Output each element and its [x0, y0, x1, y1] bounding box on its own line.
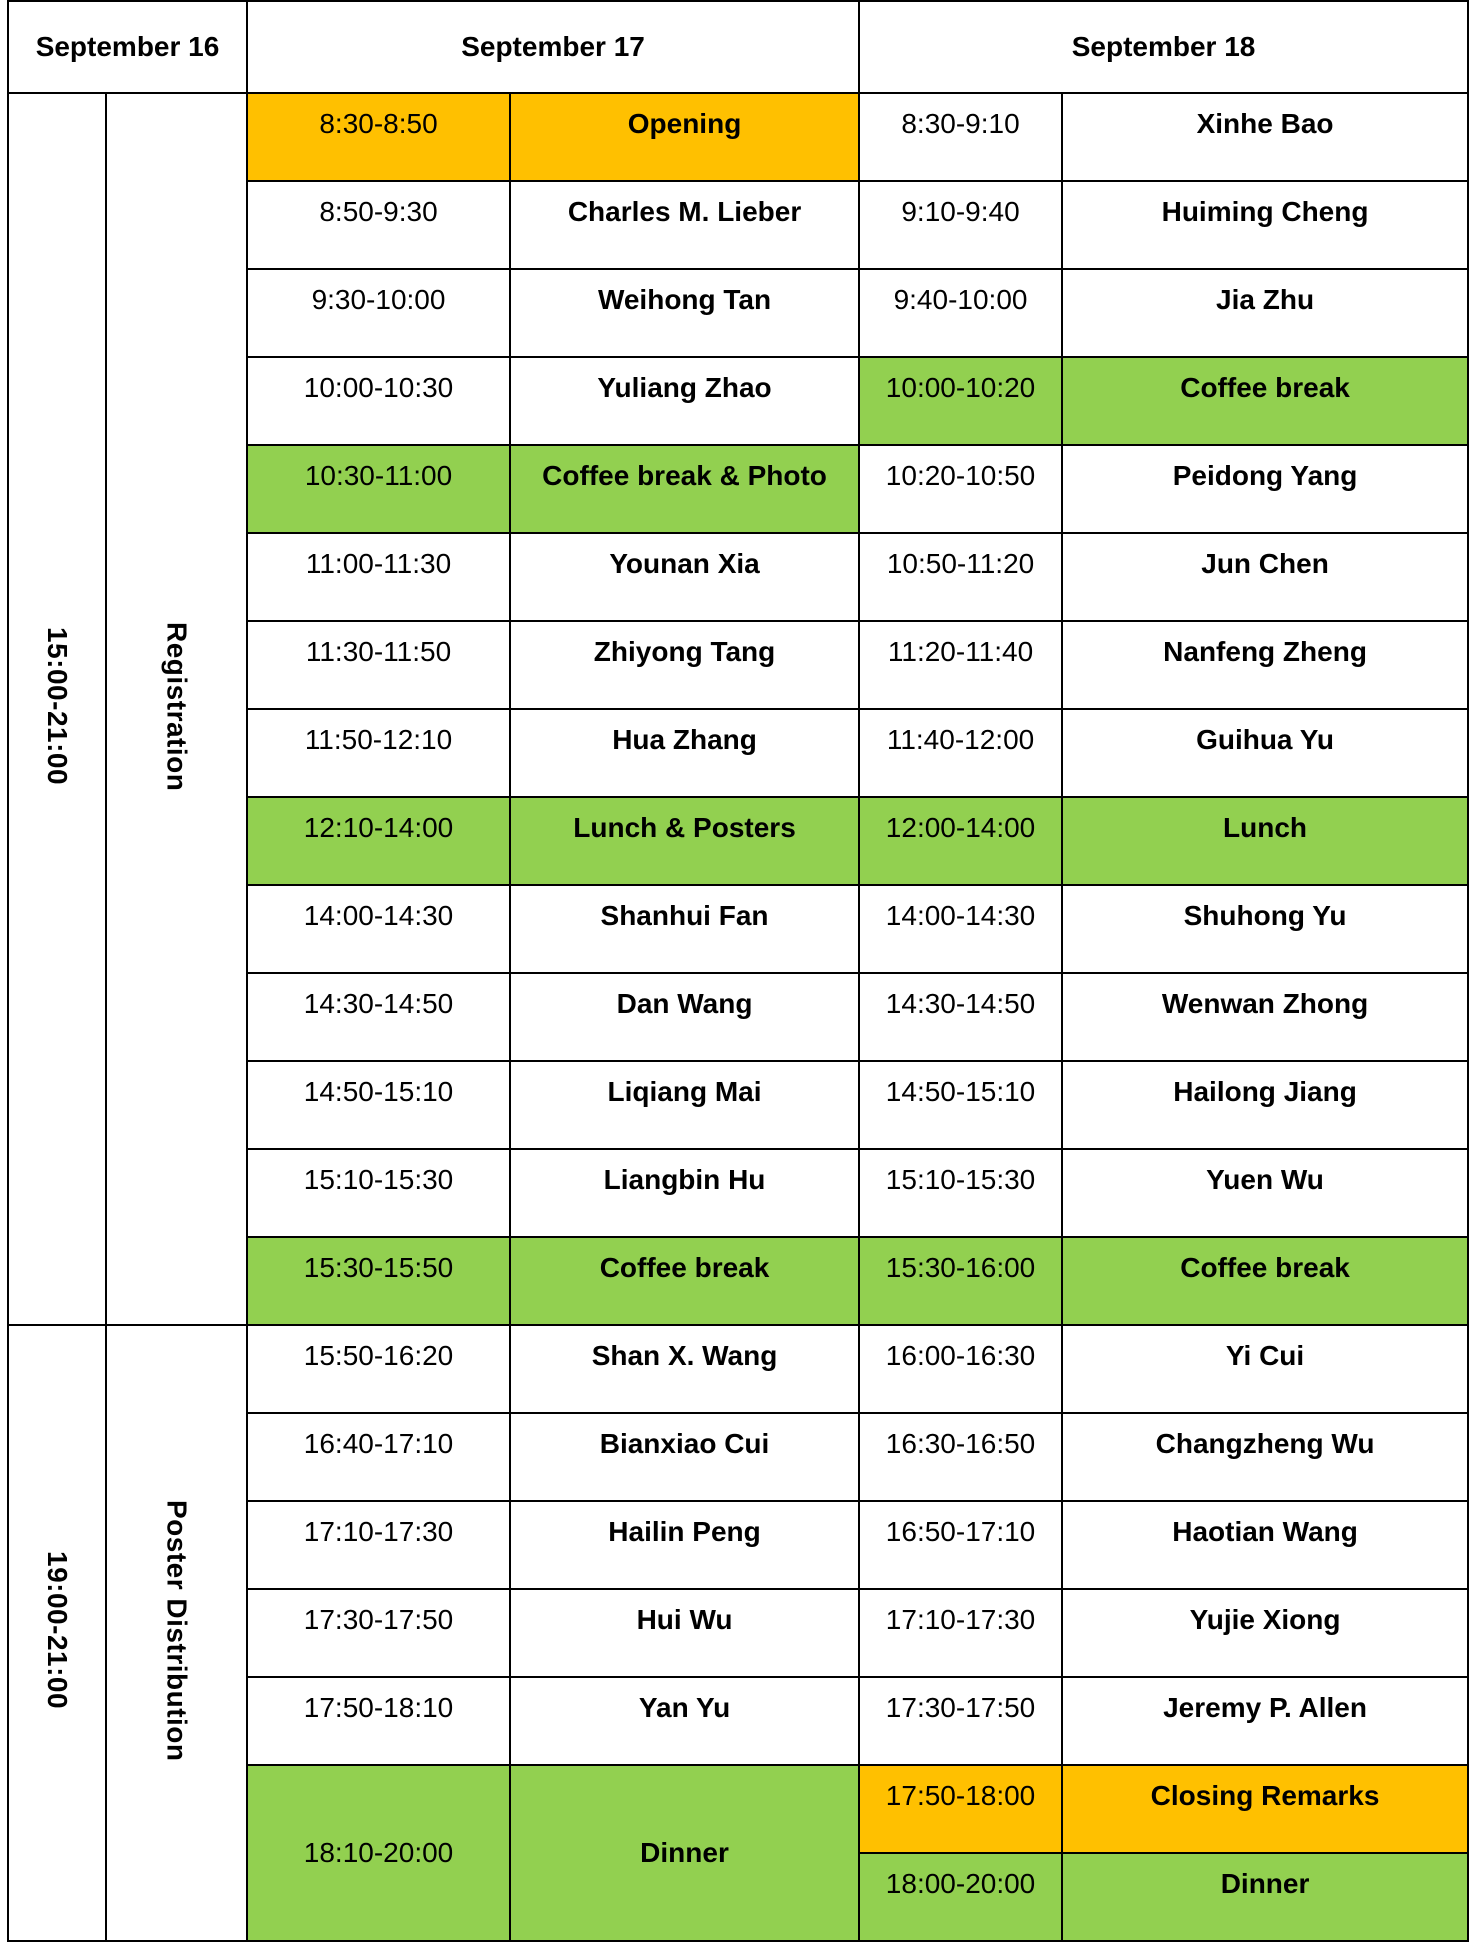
sep17-time-text: 14:50-15:10 [303, 1076, 454, 1107]
sep17-session [510, 885, 859, 973]
sep17-time [247, 445, 510, 533]
sep17-time [247, 885, 510, 973]
sep17-time-text: 14:00-14:30 [303, 900, 454, 931]
sep18-session-text: Coffee break [1180, 372, 1350, 403]
sep17-session-text: Yan Yu [638, 1692, 731, 1723]
header-september-18: September 18 [859, 1, 1468, 93]
header-september-17: September 17 [247, 1, 859, 93]
sep18-session-text: Closing Remarks [1150, 1780, 1380, 1811]
sep17-session [510, 533, 859, 621]
sep18-time-text: 14:50-15:10 [885, 1076, 1036, 1107]
sep18-time-text: 10:00-10:20 [885, 372, 1036, 403]
sep18-session-text: Jeremy P. Allen [1163, 1692, 1367, 1723]
day1-block2-label-cell [106, 1325, 247, 1941]
sep17-session-text: Hailin Peng [608, 1516, 761, 1547]
sep17-time [247, 1589, 510, 1677]
sep17-session-text: Weihong Tan [597, 284, 772, 315]
day1-block1-time: 15:00-21:00 [42, 627, 73, 786]
sep18-session-text: Coffee break [1180, 1252, 1350, 1283]
sep18-session [1062, 1413, 1468, 1501]
sep17-session-text: Opening [627, 108, 742, 139]
sep17-session [510, 445, 859, 533]
day1-block2-label: Poster Distribution [161, 1499, 193, 1762]
sep18-session [1062, 1325, 1468, 1413]
sep17-session-text: Hua Zhang [612, 724, 757, 755]
sep18-session-text: Shuhong Yu [1183, 900, 1347, 931]
sep18-time-text: 18:00-20:00 [885, 1868, 1036, 1899]
sep17-session [510, 973, 859, 1061]
sep18-session-text: Yuen Wu [1206, 1164, 1324, 1195]
sep17-time-text: 12:10-14:00 [303, 812, 454, 843]
sep18-session-text: Jun Chen [1201, 548, 1329, 579]
schedule-row [8, 1325, 1468, 1413]
sep18-time-text: 16:00-16:30 [885, 1340, 1036, 1371]
sep18-time-text: 8:30-9:10 [901, 108, 1020, 139]
sep17-session [510, 93, 859, 181]
sep18-session-text: Haotian Wang [1172, 1516, 1358, 1547]
sep18-session-text: Yi Cui [1225, 1340, 1305, 1371]
sep18-session-text: Changzheng Wu [1155, 1428, 1375, 1459]
sep17-session-text: Yuliang Zhao [597, 372, 772, 403]
sep18-session [1062, 1061, 1468, 1149]
sep18-time [859, 797, 1062, 885]
sep17-time [247, 269, 510, 357]
sep17-session [510, 709, 859, 797]
sep17-time [247, 1765, 510, 1941]
header-september-16: September 16 [8, 1, 247, 93]
sep18-session [1062, 1501, 1468, 1589]
sep17-time-text: 15:10-15:30 [303, 1164, 454, 1195]
sep18-time [859, 93, 1062, 181]
sep17-session-text: Zhiyong Tang [593, 636, 776, 667]
day1-block1-label-cell [106, 93, 247, 1325]
sep18-time-text: 17:30-17:50 [885, 1692, 1036, 1723]
sep18-time-text: 14:30-14:50 [885, 988, 1036, 1019]
sep17-time [247, 1237, 510, 1325]
sep18-time [859, 1853, 1062, 1941]
sep18-time-text: 9:10-9:40 [901, 196, 1020, 227]
sep18-time [859, 1501, 1062, 1589]
sep18-session-text: Yujie Xiong [1189, 1604, 1341, 1635]
sep17-session-text: Liangbin Hu [603, 1164, 766, 1195]
sep18-session-text: Dinner [1220, 1868, 1310, 1899]
sep18-time [859, 973, 1062, 1061]
sep18-time [859, 269, 1062, 357]
sep18-session-text: Hailong Jiang [1173, 1076, 1357, 1107]
sep18-session [1062, 709, 1468, 797]
sep18-session [1062, 269, 1468, 357]
sep18-time [859, 709, 1062, 797]
sep17-session [510, 1325, 859, 1413]
sep18-time [859, 1061, 1062, 1149]
sep17-session-text: Coffee break [599, 1252, 770, 1283]
sep18-time [859, 1677, 1062, 1765]
sep17-time-text: 16:40-17:10 [303, 1428, 454, 1459]
sep17-time-text: 17:10-17:30 [303, 1516, 454, 1547]
sep18-time-text: 10:20-10:50 [885, 460, 1036, 491]
sep17-session [510, 1413, 859, 1501]
header-row [8, 1, 1468, 93]
sep17-session [510, 357, 859, 445]
sep18-session-text: Lunch [1223, 812, 1308, 843]
sep17-session [510, 1237, 859, 1325]
day1-block2-time: 19:00-21:00 [42, 1551, 73, 1710]
sep18-session-text: Jia Zhu [1216, 284, 1315, 315]
sep17-session [510, 1061, 859, 1149]
sep18-time [859, 1325, 1062, 1413]
sep18-time [859, 533, 1062, 621]
sep18-time-text: 14:00-14:30 [885, 900, 1036, 931]
sep18-session-text: Huiming Cheng [1161, 196, 1369, 227]
sep17-time [247, 1501, 510, 1589]
sep18-session [1062, 1589, 1468, 1677]
sep17-time [247, 533, 510, 621]
sep17-time [247, 1149, 510, 1237]
sep17-time [247, 1325, 510, 1413]
sep17-time-text: 11:00-11:30 [305, 548, 452, 579]
sep17-session [510, 1501, 859, 1589]
sep17-session [510, 269, 859, 357]
sep18-time [859, 357, 1062, 445]
sep18-session [1062, 1853, 1468, 1941]
sep18-time [859, 1237, 1062, 1325]
day1-block1-time-cell [8, 93, 106, 1325]
sep18-session [1062, 533, 1468, 621]
sep17-time [247, 1413, 510, 1501]
sep17-session-text: Hui Wu [636, 1604, 733, 1635]
sep18-time [859, 1149, 1062, 1237]
sep18-time [859, 1765, 1062, 1853]
sep17-time-text: 15:30-15:50 [303, 1252, 454, 1283]
sep18-session-text: Wenwan Zhong [1161, 988, 1369, 1019]
sep18-time-text: 11:40-12:00 [886, 724, 1035, 755]
sep17-session-text: Charles M. Lieber [567, 196, 802, 227]
sep17-session-text: Coffee break & Photo [542, 460, 827, 491]
sep18-time-text: 16:50-17:10 [885, 1516, 1036, 1547]
sep17-time [247, 797, 510, 885]
sep17-time-text: 15:50-16:20 [303, 1340, 454, 1371]
sep18-session-text: Xinhe Bao [1196, 108, 1334, 139]
sep17-session-text: Lunch & Posters [573, 812, 796, 843]
sep17-time [247, 93, 510, 181]
sep18-time-text: 15:10-15:30 [885, 1164, 1036, 1195]
sep18-session [1062, 621, 1468, 709]
sep17-session [510, 1589, 859, 1677]
sep17-session [510, 1765, 859, 1941]
sep17-time [247, 357, 510, 445]
sep18-time-text: 11:20-11:40 [887, 636, 1034, 667]
sep17-time [247, 973, 510, 1061]
sep18-session [1062, 1237, 1468, 1325]
sep18-time-text: 9:40-10:00 [893, 284, 1028, 315]
sep18-time [859, 1589, 1062, 1677]
sep18-time [859, 885, 1062, 973]
sep17-time-text: 8:50-9:30 [319, 196, 438, 227]
sep17-session [510, 797, 859, 885]
sep17-time-text: 18:10-20:00 [303, 1837, 454, 1868]
sep17-session-text: Liqiang Mai [607, 1076, 762, 1107]
sep18-session [1062, 885, 1468, 973]
sep17-session-text: Shanhui Fan [600, 900, 769, 931]
sep17-time [247, 1677, 510, 1765]
sep17-session-text: Younan Xia [609, 548, 760, 579]
sep18-time-text: 15:30-16:00 [885, 1252, 1036, 1283]
day1-block2-time-cell [8, 1325, 106, 1941]
sep18-time-text: 10:50-11:20 [886, 548, 1035, 579]
sep18-time [859, 181, 1062, 269]
sep18-time-text: 16:30-16:50 [885, 1428, 1036, 1459]
sep18-time [859, 1413, 1062, 1501]
day1-block1-label: Registration [161, 621, 193, 792]
sep17-session [510, 1677, 859, 1765]
sep17-time-text: 10:00-10:30 [303, 372, 454, 403]
sep18-session [1062, 445, 1468, 533]
sep17-session [510, 181, 859, 269]
sep17-time [247, 709, 510, 797]
sep17-time-text: 17:30-17:50 [303, 1604, 454, 1635]
sep17-session [510, 1149, 859, 1237]
sep18-session [1062, 973, 1468, 1061]
sep17-session-text: Dan Wang [616, 988, 753, 1019]
sep18-session [1062, 93, 1468, 181]
sep17-time-text: 9:30-10:00 [311, 284, 446, 315]
sep18-session [1062, 1677, 1468, 1765]
sep18-time-text: 17:50-18:00 [885, 1780, 1036, 1811]
sep17-session-text: Dinner [640, 1837, 729, 1868]
schedule-table [7, 0, 1469, 1942]
sep17-time-text: 14:30-14:50 [303, 988, 454, 1019]
sep18-session-text: Guihua Yu [1196, 724, 1335, 755]
sep17-time-text: 8:30-8:50 [319, 108, 438, 139]
sep17-session-text: Bianxiao Cui [599, 1428, 770, 1459]
sep18-time-text: 17:10-17:30 [885, 1604, 1036, 1635]
sep17-time [247, 1061, 510, 1149]
sep18-session [1062, 181, 1468, 269]
sep18-session [1062, 1149, 1468, 1237]
sep17-session [510, 621, 859, 709]
sep17-time-text: 11:50-12:10 [304, 724, 453, 755]
sep17-session-text: Shan X. Wang [591, 1340, 778, 1371]
sep18-session-text: Nanfeng Zheng [1163, 636, 1367, 667]
sep18-session [1062, 797, 1468, 885]
sep17-time-text: 10:30-11:00 [304, 460, 453, 491]
sep17-time [247, 621, 510, 709]
sep18-time-text: 12:00-14:00 [885, 812, 1036, 843]
sep18-session [1062, 1765, 1468, 1853]
sep18-time [859, 621, 1062, 709]
schedule-row [8, 93, 1468, 181]
sep17-time-text: 17:50-18:10 [303, 1692, 454, 1723]
sep17-time-text: 11:30-11:50 [305, 636, 452, 667]
sep18-session-text: Peidong Yang [1172, 460, 1358, 491]
sep17-time [247, 181, 510, 269]
sep18-time [859, 445, 1062, 533]
sep18-session [1062, 357, 1468, 445]
